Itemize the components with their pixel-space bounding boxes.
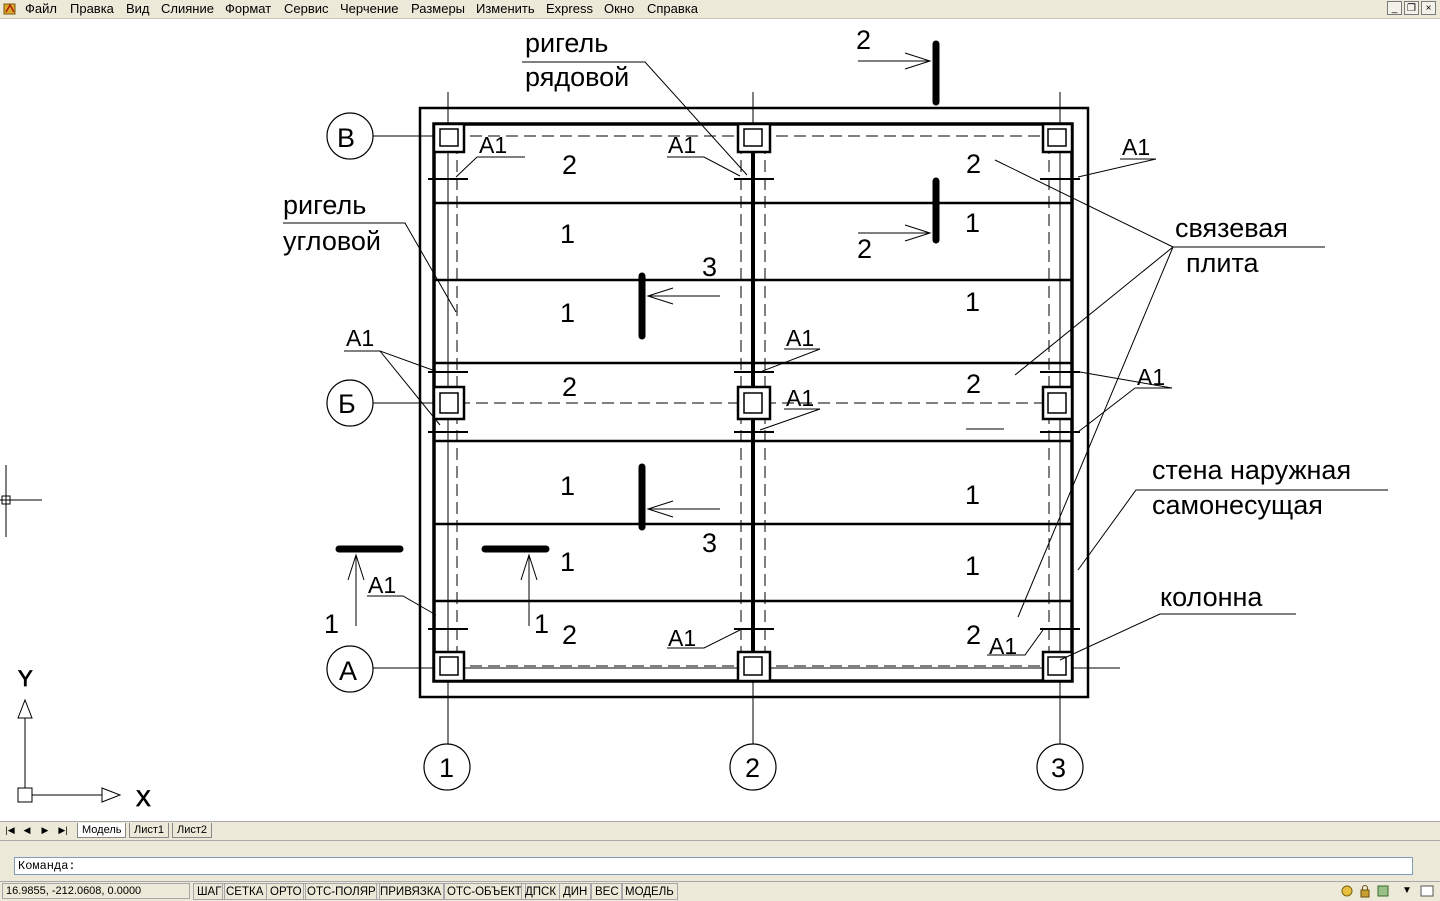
tab-sheet2[interactable]: Лист2 <box>172 823 212 838</box>
slab-mark: 1 <box>965 287 981 317</box>
ucs-x-label: X <box>136 786 151 811</box>
close-icon[interactable]: × <box>1421 1 1436 15</box>
menu-format[interactable]: Формат <box>225 1 272 16</box>
menu-help[interactable]: Справка <box>647 1 698 16</box>
label-svyazevaya-1: связевая <box>1175 213 1288 243</box>
label-stena-2: самонесущая <box>1152 490 1323 520</box>
menu-dimensions[interactable]: Размеры <box>411 1 466 16</box>
menu-merge[interactable]: Слияние <box>161 1 214 16</box>
status-menu-arrow-icon[interactable]: ▼ <box>1402 885 1412 896</box>
menu-view[interactable]: Вид <box>126 1 150 16</box>
slab-mark: 1 <box>560 547 576 577</box>
label-rigel-ryadovoy-2: рядовой <box>525 62 630 92</box>
command-input[interactable]: Команда: <box>14 857 1413 875</box>
tab-model[interactable]: Модель <box>77 823 126 838</box>
axis-label-col-3: 3 <box>1051 753 1067 783</box>
axis-label-col-2: 2 <box>745 753 761 783</box>
lock-icon[interactable] <box>1358 884 1372 898</box>
slab-mark: 1 <box>560 298 576 328</box>
otrack-toggle[interactable]: ОТС-ОБЪЕКТ <box>443 883 526 900</box>
label-rigel-uglovoy-2: угловой <box>283 226 381 256</box>
slab-mark: 2 <box>966 149 982 179</box>
floor-plan-drawing <box>0 19 1440 821</box>
menu-express[interactable]: Express <box>546 1 593 16</box>
section-number: 2 <box>857 234 873 264</box>
section-number: 3 <box>702 528 718 558</box>
slab-mark: 1 <box>965 208 981 238</box>
last-tab-icon[interactable]: ▶| <box>58 825 68 835</box>
ucs-y-label: Y <box>18 666 33 691</box>
axis-label-row-v: В <box>337 123 356 153</box>
axis-label-row-b: Б <box>338 389 356 419</box>
coordinate-readout: 16.9855, -212.0608, 0.0000 <box>2 883 190 899</box>
axis-label-col-1: 1 <box>439 753 455 783</box>
a1-label: А1 <box>786 385 815 411</box>
menu-draw[interactable]: Черчение <box>340 1 399 16</box>
layout-tabs-bar <box>0 821 1440 840</box>
model-toggle[interactable]: МОДЕЛЬ <box>621 883 678 900</box>
polar-toggle[interactable]: ОТС-ПОЛЯР <box>303 883 380 900</box>
section-number: 1 <box>534 609 550 639</box>
section-number: 2 <box>856 25 872 55</box>
slab-marks-left <box>560 150 577 650</box>
slab-mark: 2 <box>562 150 578 180</box>
tray-settings-icon[interactable] <box>1376 884 1390 898</box>
slab-marks-right <box>965 149 981 650</box>
label-rigel-ryadovoy-1: ригель <box>525 28 609 58</box>
tab-sheet1[interactable]: Лист1 <box>129 823 169 838</box>
model-space-canvas[interactable] <box>0 19 1440 821</box>
label-kolonna: колонна <box>1160 582 1263 612</box>
dyn-toggle[interactable]: ДИН <box>559 883 591 900</box>
a1-label: А1 <box>786 325 815 351</box>
section-number: 3 <box>702 252 718 282</box>
command-window <box>0 840 1440 881</box>
menu-modify[interactable]: Изменить <box>476 1 535 16</box>
osnap-toggle[interactable]: ПРИВЯЗКА <box>376 883 445 900</box>
slab-mark: 2 <box>966 369 982 399</box>
a1-label: А1 <box>346 325 375 351</box>
menu-window[interactable]: Окно <box>604 1 635 16</box>
a1-label: А1 <box>479 132 508 158</box>
label-rigel-uglovoy-1: ригель <box>283 190 367 220</box>
ortho-toggle[interactable]: ОРТО <box>266 883 306 900</box>
snap-toggle[interactable]: ШАГ <box>193 883 225 900</box>
ducs-toggle[interactable]: ДПСК <box>521 883 560 900</box>
autocad-app-icon[interactable] <box>3 2 17 15</box>
grid-toggle[interactable]: СЕТКА <box>222 883 267 900</box>
next-tab-icon[interactable]: ▶ <box>41 825 49 835</box>
section-markers <box>339 44 936 549</box>
slab-mark: 1 <box>560 219 576 249</box>
label-stena-1: стена наружная <box>1152 455 1352 485</box>
axis-label-row-a: А <box>339 656 358 686</box>
a1-label: А1 <box>668 132 697 158</box>
label-svyazevaya-2: плита <box>1186 248 1259 278</box>
slab-mark: 1 <box>560 471 576 501</box>
restore-icon[interactable]: ❐ <box>1404 1 1419 15</box>
clean-screen-icon[interactable] <box>1420 884 1434 898</box>
slab-mark: 1 <box>965 480 981 510</box>
slab-mark: 2 <box>562 620 578 650</box>
first-tab-icon[interactable]: |◀ <box>5 825 15 835</box>
menu-tools[interactable]: Сервис <box>284 1 329 16</box>
slab-mark: 2 <box>562 372 578 402</box>
section-number: 1 <box>324 609 340 639</box>
a1-label: А1 <box>368 572 397 598</box>
communication-center-icon[interactable] <box>1340 884 1354 898</box>
a1-label: А1 <box>1137 364 1166 390</box>
a1-label: А1 <box>1122 134 1151 160</box>
lwt-toggle[interactable]: ВЕС <box>591 883 623 900</box>
slab-mark: 1 <box>965 551 981 581</box>
menu-edit[interactable]: Правка <box>70 1 114 16</box>
minimize-icon[interactable]: _ <box>1387 1 1402 15</box>
status-bar <box>0 881 1440 901</box>
a1-label: А1 <box>668 625 697 651</box>
menu-bar <box>0 0 1440 19</box>
prev-tab-icon[interactable]: ◀ <box>23 825 31 835</box>
a1-label: А1 <box>989 633 1018 659</box>
crosshair-cursor <box>0 465 42 537</box>
slab-mark: 2 <box>966 620 982 650</box>
ucs-icon <box>18 700 120 802</box>
menu-file[interactable]: Файл <box>25 1 57 16</box>
